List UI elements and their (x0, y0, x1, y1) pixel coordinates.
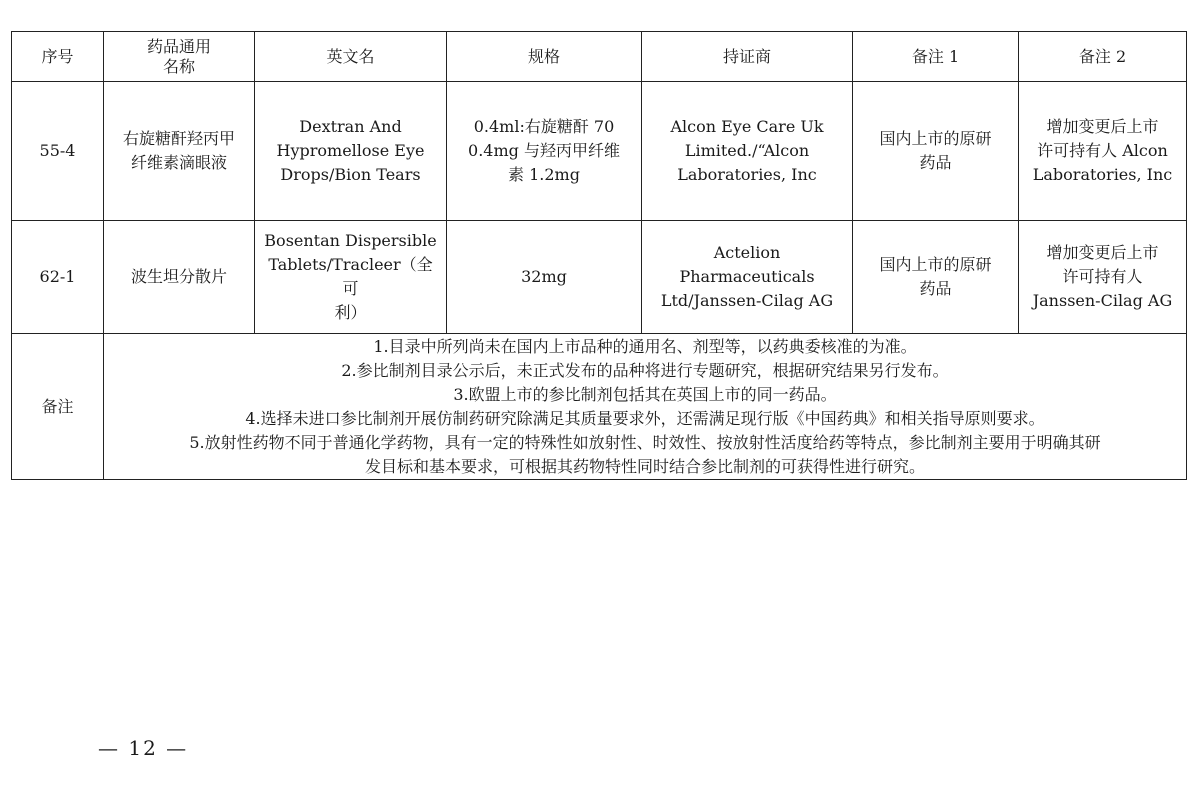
cell-note2: 增加变更后上市 许可持有人 Alcon Laboratories, Inc (1019, 82, 1187, 221)
cell-holder: Alcon Eye Care Uk Limited./“Alcon Laboratories, Inc (642, 82, 853, 221)
header-cell-generic-name: 药品通用 名称 (104, 32, 255, 82)
header-cell-note1: 备注 1 (853, 32, 1019, 82)
remark-line: 1.目录中所列尚未在国内上市品种的通用名、剂型等，以药典委核准的为准。 (373, 336, 917, 356)
cell-note2: 增加变更后上市 许可持有人 Janssen-Cilag AG (1019, 221, 1187, 334)
cell-generic-name: 右旋糖酐羟丙甲 纤维素滴眼液 (104, 82, 255, 221)
reference-drug-table (11, 31, 1187, 480)
header-cell-index: 序号 (12, 32, 104, 82)
header-cell-holder: 持证商 (642, 32, 853, 82)
header-cell-spec: 规格 (447, 32, 642, 82)
cell-holder: Actelion Pharmaceuticals Ltd/Janssen-Cilag AG (642, 221, 853, 334)
remark-line: 4.选择未进口参比制剂开展仿制药研究除满足其质量要求外，还需满足现行版《中国药典》和相关指导原则要求。 (245, 408, 1045, 428)
header-row (12, 32, 1187, 82)
remarks-label: 备注 (12, 334, 104, 480)
remarks-content (104, 334, 1187, 480)
cell-note1: 国内上市的原研 药品 (853, 82, 1019, 221)
remark-line: 3.欧盟上市的参比制剂包括其在英国上市的同一药品。 (453, 384, 837, 404)
remark-line: 2.参比制剂目录公示后，未正式发布的品种将进行专题研究，根据研究结果另行发布。 (341, 360, 949, 380)
remark-line: 发目标和基本要求，可根据其药物特性同时结合参比制剂的可获得性进行研究。 (364, 456, 925, 476)
header-cell-english-name: 英文名 (255, 32, 447, 82)
cell-spec: 0.4ml:右旋糖酐 70 0.4mg 与羟丙甲纤维 素 1.2mg (447, 82, 642, 221)
table-row (12, 82, 1187, 221)
cell-generic-name: 波生坦分散片 (104, 221, 255, 334)
table-row (12, 221, 1187, 334)
page-number: — 12 — (98, 736, 189, 760)
remark-line: 5.放射性药物不同于普通化学药物，具有一定的特殊性如放射性、时效性、按放射性活度给药等特点，参比制剂主要用于明确其研 (189, 432, 1101, 452)
cell-note1: 国内上市的原研 药品 (853, 221, 1019, 334)
cell-english-name: Bosentan Dispersible Tablets/Tracleer（全可 利） (255, 221, 447, 334)
cell-spec: 32mg (447, 221, 642, 334)
cell-english-name: Dextran And Hypromellose Eye Drops/Bion Tears (255, 82, 447, 221)
cell-index: 62-1 (12, 221, 104, 334)
header-cell-note2: 备注 2 (1019, 32, 1187, 82)
remarks-row (12, 334, 1187, 480)
cell-index: 55-4 (12, 82, 104, 221)
